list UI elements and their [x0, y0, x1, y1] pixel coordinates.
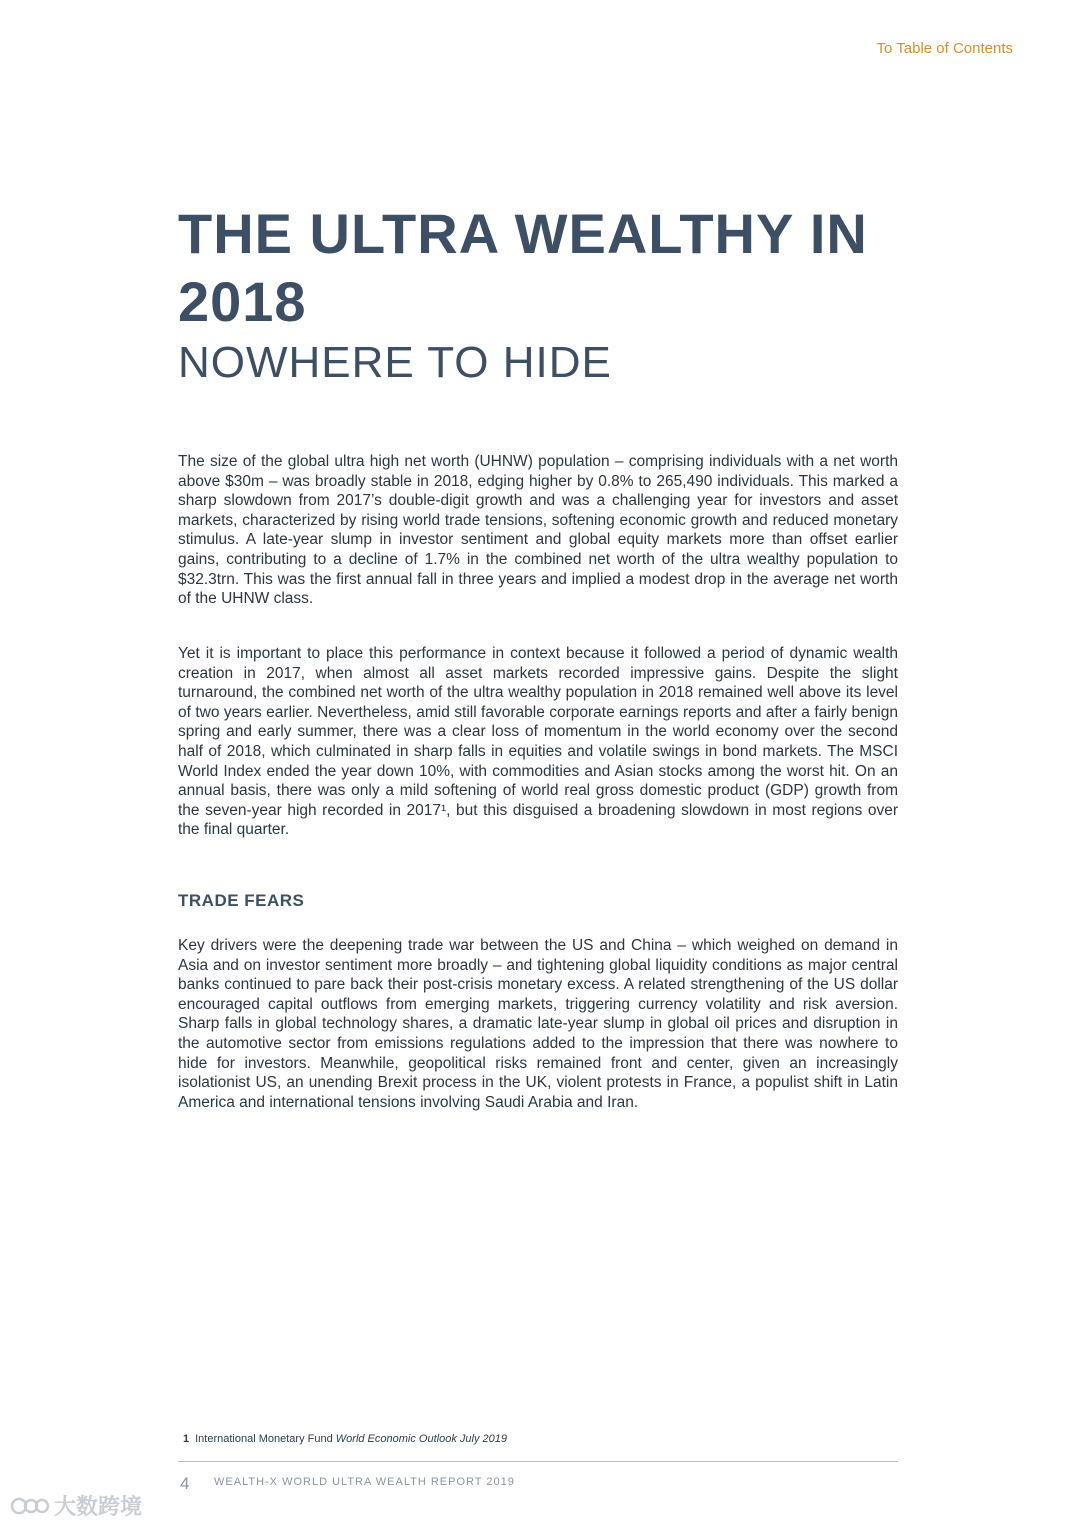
watermark-text: 大数跨境	[54, 1494, 143, 1519]
body-paragraph: The size of the global ultra high net worth (UHNW) population – comprising individuals with a net worth above $30m – was broadly stable in 2018, edging higher by 0.8% to 265,490 individuals. This marked a sharp slowdown from 2017’s double-digit growth and was a challenging year for investors and asset markets, characterized by rising world trade tensions, softening economic growth and reduced monetary stimulus. A late-year slump in investor sentiment and global equity markets more than offset earlier gains, contributing to a decline of 1.7% in the combined net worth of the ultra wealthy population to $32.3trn. This was the first annual fall in three years and implied a modest drop in the average net worth of the UHNW class.	[178, 453, 898, 608]
footnote-source: International Monetary Fund	[195, 1433, 333, 1445]
page-number: 4	[180, 1474, 190, 1493]
table-of-contents-link[interactable]: To Table of Contents	[876, 40, 1013, 57]
report-title: WEALTH-X WORLD ULTRA WEALTH REPORT 2019	[214, 1476, 515, 1488]
footnote-number: 1	[183, 1433, 190, 1445]
footnote	[183, 1433, 507, 1445]
page-subtitle: NOWHERE TO HIDE	[178, 338, 612, 387]
body-paragraph: Yet it is important to place this performance in context because it followed a period of dynamic wealth creation in 2017, when almost all asset markets recorded impressive gains. Despite the slight turnaround, the combined net worth of the ultra wealthy population in 2018 remained well above its level of two years earlier. Nevertheless, amid still favorable corporate earnings reports and after a fairly benign spring and early summer, there was a clear loss of momentum in the world economy over the second half of 2018, which culminated in sharp falls in equities and volatile swings in bond markets. The MSCI World Index ended the year down 10%, with commodities and Asian stocks among the worst hit. On an annual basis, there was only a mild softening of world real gross domestic product (GDP) growth from the seven-year high recorded in 2017¹, but this disguised a broadening slowdown in most regions over the final quarter.	[178, 645, 898, 839]
body-paragraph: Key drivers were the deepening trade war between the US and China – which weighed on demand in Asia and on investor sentiment more broadly – and tightening global liquidity conditions as major central banks continued to pare back their post-crisis monetary excess. A related strengthening of the US dollar encouraged capital outflows from emerging markets, triggering currency volatility and risk aversion. Sharp falls in global technology shares, a dramatic late-year slump in global oil prices and disruption in the automotive sector from emissions regulations added to the impression that there was nowhere to hide for investors. Meanwhile, geopolitical risks remained front and center, given an increasingly isolationist US, an unending Brexit process in the UK, violent protests in France, a populist shift in Latin America and international tensions involving Saudi Arabia and Iran.	[178, 937, 898, 1111]
footer-divider	[178, 1461, 898, 1462]
watermark-logo-icon	[10, 1493, 50, 1519]
footnote-publication: World Economic Outlook July 2019	[335, 1433, 507, 1445]
section-heading: TRADE FEARS	[178, 891, 305, 910]
page-title: THE ULTRA WEALTHY IN 2018	[178, 202, 868, 333]
watermark	[10, 1490, 142, 1521]
